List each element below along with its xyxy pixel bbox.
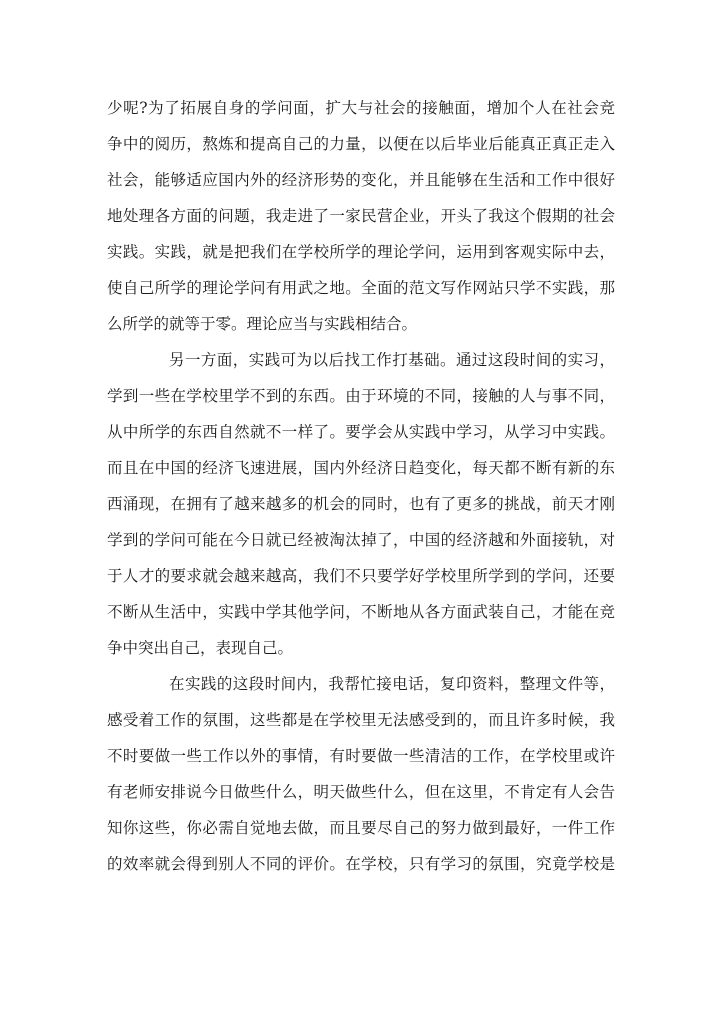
text-line: 另一方面，实践可为以后找工作打基础。通过这段时间的实习， xyxy=(169,351,615,369)
text-line: 社会，能够适应国内外的经济形势的变化，并且能够在生活和工作中很好 xyxy=(107,171,615,189)
text-line: 实践。实践，就是把我们在学校所学的理论学问，运用到客观实际中去， xyxy=(107,243,615,261)
text-line: 在实践的这段时间内，我帮忙接电话，复印资料，整理文件等， xyxy=(169,675,615,693)
text-line: 地处理各方面的问题，我走进了一家民营企业，开头了我这个假期的社会 xyxy=(107,207,615,225)
text-line: 学到一些在学校里学不到的东西。由于环境的不同，接触的人与事不同， xyxy=(107,387,615,405)
paragraph xyxy=(107,666,615,882)
text-line: 从中所学的东西自然就不一样了。要学会从实践中学习，从学习中实践。 xyxy=(107,423,615,441)
document-page xyxy=(107,90,615,882)
text-line: 于人才的要求就会越来越高，我们不只要学好学校里所学到的学问，还要 xyxy=(107,567,615,585)
text-line: 感受着工作的氛围，这些都是在学校里无法感受到的，而且许多时候，我 xyxy=(107,711,615,729)
text-line: 争中突出自己，表现自己。 xyxy=(107,639,294,657)
paragraph xyxy=(107,90,615,342)
text-line: 而且在中国的经济飞速进展，国内外经济日趋变化，每天都不断有新的东 xyxy=(107,459,615,477)
text-line: 知你这些，你必需自觉地去做，而且要尽自己的努力做到最好，一件工作 xyxy=(107,819,615,837)
text-line: 少呢?为了拓展自身的学问面，扩大与社会的接触面，增加个人在社会竞 xyxy=(107,99,615,117)
text-line: 学到的学问可能在今日就已经被淘汰掉了，中国的经济越和外面接轨，对 xyxy=(107,531,615,549)
text-line: 不断从生活中，实践中学其他学问，不断地从各方面武装自己，才能在竞 xyxy=(107,603,615,621)
text-line: 不时要做一些工作以外的事情，有时要做一些清洁的工作，在学校里或许 xyxy=(107,747,615,765)
text-line: 么所学的就等于零。理论应当与实践相结合。 xyxy=(107,315,418,333)
text-line: 争中的阅历，熬炼和提高自己的力量，以便在以后毕业后能真正真正走入 xyxy=(107,135,615,153)
text-line: 有老师安排说今日做些什么，明天做些什么，但在这里，不肯定有人会告 xyxy=(107,783,615,801)
paragraph xyxy=(107,342,615,666)
text-line: 的效率就会得到别人不同的评价。在学校，只有学习的氛围，究竟学校是 xyxy=(107,855,615,873)
text-line: 使自己所学的理论学问有用武之地。全面的范文写作网站只学不实践，那 xyxy=(107,279,615,297)
text-line: 西涌现，在拥有了越来越多的机会的同时，也有了更多的挑战，前天才刚 xyxy=(107,495,615,513)
